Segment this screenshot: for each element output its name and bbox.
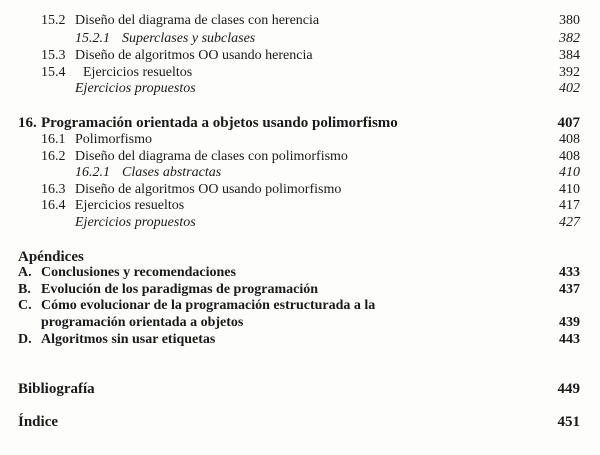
page-number: 451	[557, 414, 580, 430]
toc-entry-16-2-1	[0, 164, 600, 182]
page-number: 384	[559, 48, 580, 63]
page-number: 402	[559, 81, 580, 96]
section-number: 15.4	[41, 65, 66, 80]
toc-entry-15-2-1	[0, 30, 600, 48]
appendix-title: Conclusiones y recomendaciones	[41, 265, 236, 280]
section-title: Diseño de algoritmos OO usando polimorfismo	[75, 182, 342, 197]
chapter-number: 16.	[18, 115, 37, 131]
appendix-title: Algoritmos sin usar etiquetas	[41, 332, 216, 347]
section-title: Ejercicios resueltos	[75, 198, 185, 213]
appendix-letter: C.	[18, 298, 32, 313]
section-number: 16.3	[41, 182, 66, 197]
bibliography-title: Bibliografía	[18, 381, 95, 397]
page-number: 408	[559, 149, 580, 164]
toc-entry-15-exercises	[0, 80, 600, 98]
section-title: Diseño del diagrama de clases con polimorfismo	[75, 149, 348, 164]
page-number: 417	[559, 198, 580, 213]
chapter-title: Programación orientada a objetos usando polimorfismo	[41, 115, 398, 131]
page-number: 449	[557, 381, 580, 397]
page-number: 433	[559, 265, 580, 280]
section-title: Polimorfismo	[75, 132, 153, 147]
section-title: Diseño del diagrama de clases con herencia	[75, 13, 320, 28]
appendices-title: Apéndices	[18, 249, 84, 265]
page-number: 410	[559, 182, 580, 197]
toc-entry-16-4	[0, 197, 600, 215]
subsection-number: 15.2.1	[75, 31, 110, 46]
toc-appendix-d	[0, 331, 600, 349]
appendix-title: Evolución de los paradigmas de programación	[41, 282, 319, 297]
appendix-letter: B.	[18, 282, 31, 297]
toc-entry-16-1	[0, 131, 600, 149]
subsection-title: Superclases y subclases	[122, 31, 256, 46]
toc-appendix-c	[0, 297, 600, 315]
appendix-title-continued: programación orientada a objetos	[41, 315, 244, 330]
page-number: 443	[559, 332, 580, 347]
section-title: Ejercicios propuestos	[75, 215, 196, 230]
section-number: 15.3	[41, 48, 66, 63]
page-number: 407	[557, 115, 580, 131]
section-title: Ejercicios resueltos	[83, 65, 193, 80]
toc-entry-15-3	[0, 47, 600, 65]
section-number: 16.2	[41, 149, 66, 164]
section-title: Diseño de algoritmos OO usando herencia	[75, 48, 313, 63]
toc-index	[0, 413, 600, 431]
section-number: 15.2	[41, 13, 66, 28]
subsection-title: Clases abstractas	[122, 165, 222, 180]
page-number: 427	[559, 215, 580, 230]
appendix-letter: D.	[18, 332, 32, 347]
page-number: 382	[559, 31, 580, 46]
toc-bibliography	[0, 380, 600, 398]
page-number: 410	[559, 165, 580, 180]
toc-entry-16-exercises	[0, 214, 600, 232]
page-number: 380	[559, 13, 580, 28]
page-number: 408	[559, 132, 580, 147]
section-title: Ejercicios propuestos	[75, 81, 196, 96]
page-number: 392	[559, 65, 580, 80]
index-title: Índice	[18, 414, 59, 430]
appendix-title: Cómo evolucionar de la programación estructurada a la	[41, 298, 376, 313]
toc-appendix-a	[0, 264, 600, 282]
toc-chapter-16	[0, 114, 600, 132]
toc-entry-15-2	[0, 12, 600, 30]
subsection-number: 16.2.1	[75, 165, 110, 180]
page-number: 437	[559, 282, 580, 297]
section-number: 16.1	[41, 132, 66, 147]
page-number: 439	[559, 315, 580, 330]
toc-appendix-c-continued	[0, 314, 600, 332]
appendix-letter: A.	[18, 265, 32, 280]
section-number: 16.4	[41, 198, 66, 213]
